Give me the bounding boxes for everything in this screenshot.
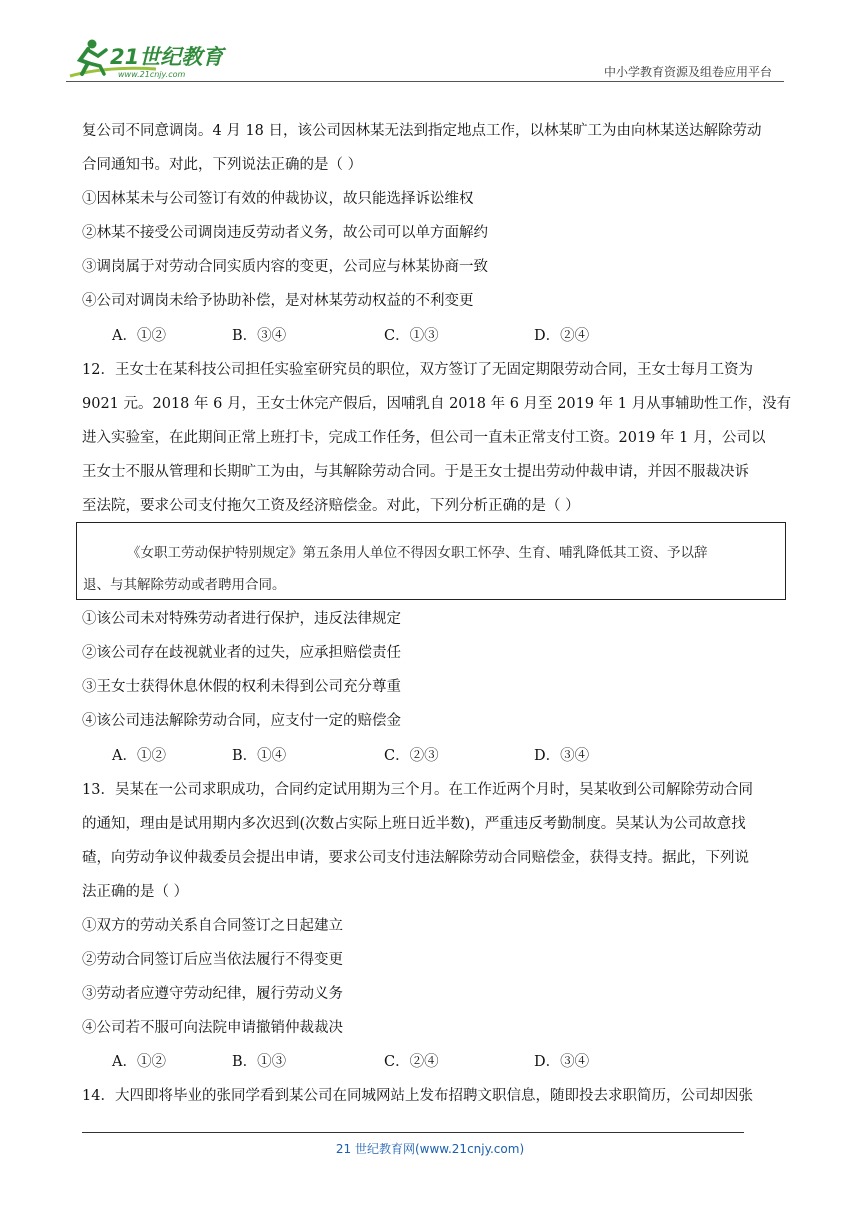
q14-stem-line: 14．大四即将毕业的张同学看到某公司在同城网站上发布招聘文职信息，随即投去求职简历，公司却因张 [82, 1088, 753, 1104]
q11-item: ③调岗属于对劳动合同实质内容的变更，公司应与林某协商一致 [82, 259, 488, 275]
q13-item: ④公司若不服可向法院申请撤销仲裁裁决 [82, 1020, 343, 1036]
quote-line: 退、与其解除劳动或者聘用合同。 [83, 577, 286, 593]
q13-item: ③劳动者应遵守劳动纪律，履行劳动义务 [82, 986, 343, 1002]
q13-stem-line: 的通知，理由是试用期内多次迟到(次数占实际上班日近半数)，严重违反考勤制度。吴某认为公司故意找 [82, 816, 746, 832]
footer-link[interactable]: 21 世纪教育网(www.21cnjy.com) [335, 1142, 525, 1156]
option-b: B．③④ [232, 328, 287, 344]
option-d: D．③④ [534, 1054, 590, 1070]
q12-item: ③王女士获得休息休假的权利未得到公司充分尊重 [82, 679, 401, 695]
option-c: C．②④ [384, 1054, 439, 1070]
q11-item: ④公司对调岗未给予协助补偿，是对林某劳动权益的不利变更 [82, 293, 474, 309]
q13-item: ②劳动合同签订后应当依法履行不得变更 [82, 952, 343, 968]
q12-stem-line: 至法院，要求公司支付拖欠工资及经济赔偿金。对此，下列分析正确的是（ ） [82, 498, 580, 514]
runner-logo-icon [66, 36, 236, 86]
header-divider [66, 81, 784, 82]
site-logo [66, 36, 236, 86]
logo-url: www.21cnjy.com [118, 70, 186, 79]
q11-stem-line: 复公司不同意调岗。4 月 18 日，该公司因林某无法到指定地点工作，以林某旷工为由向林某送达解除劳动 [82, 123, 762, 139]
q13-stem-line: 碴，向劳动争议仲裁委员会提出申请，要求公司支付违法解除劳动合同赔偿金，获得支持。据此，下列说 [82, 850, 749, 866]
option-b: B．①④ [232, 748, 287, 764]
q11-stem-line: 合同通知书。对此，下列说法正确的是（ ） [82, 157, 363, 173]
option-b: B．①③ [232, 1054, 287, 1070]
q12-stem-line: 9021 元。2018 年 6 月，王女士休完产假后，因哺乳自 2018 年 6 月至 2019 年 1 月从事辅助性工作，没有 [82, 396, 792, 412]
q13-item: ①双方的劳动关系自合同签订之日起建立 [82, 918, 343, 934]
q11-item: ①因林某未与公司签订有效的仲裁协议，故只能选择诉讼维权 [82, 191, 474, 207]
q12-stem-line: 进入实验室，在此期间正常上班打卡，完成工作任务，但公司一直未正常支付工资。2019 年 1 月，公司以 [82, 430, 766, 446]
footer-divider [82, 1132, 744, 1133]
q13-stem-line: 13．吴某在一公司求职成功，合同约定试用期为三个月。在工作近两个月时，吴某收到公司解除劳动合同 [82, 782, 753, 798]
option-a: A．①② [112, 328, 166, 344]
logo-text: 21世纪教育 [110, 45, 224, 69]
q12-stem-line: 12．王女士在某科技公司担任实验室研究员的职位，双方签订了无固定期限劳动合同，王女士每月工资为 [82, 362, 753, 378]
q13-stem-line: 法正确的是（ ） [82, 884, 189, 900]
q12-item: ④该公司违法解除劳动合同，应支付一定的赔偿金 [82, 713, 401, 729]
platform-title: 中小学教育资源及组卷应用平台 [603, 65, 772, 79]
q12-stem-line: 王女士不服从管理和长期旷工为由，与其解除劳动合同。于是王女士提出劳动仲裁申请，并因不服裁决诉 [82, 464, 749, 480]
option-d: D．③④ [534, 748, 590, 764]
q11-item: ②林某不接受公司调岗违反劳动者义务，故公司可以单方面解约 [82, 225, 488, 241]
legal-quote-box [76, 522, 786, 600]
q12-item: ②该公司存在歧视就业者的过失，应承担赔偿责任 [82, 645, 401, 661]
option-c: C．①③ [384, 328, 439, 344]
quote-line: 《女职工劳动保护特别规定》第五条用人单位不得因女职工怀孕、生育、哺乳降低其工资、予以辞 [127, 545, 708, 561]
q12-item: ①该公司未对特殊劳动者进行保护，违反法律规定 [82, 611, 401, 627]
option-c: C．②③ [384, 748, 439, 764]
option-a: A．①② [112, 1054, 166, 1070]
option-a: A．①② [112, 748, 166, 764]
option-d: D．②④ [534, 328, 590, 344]
